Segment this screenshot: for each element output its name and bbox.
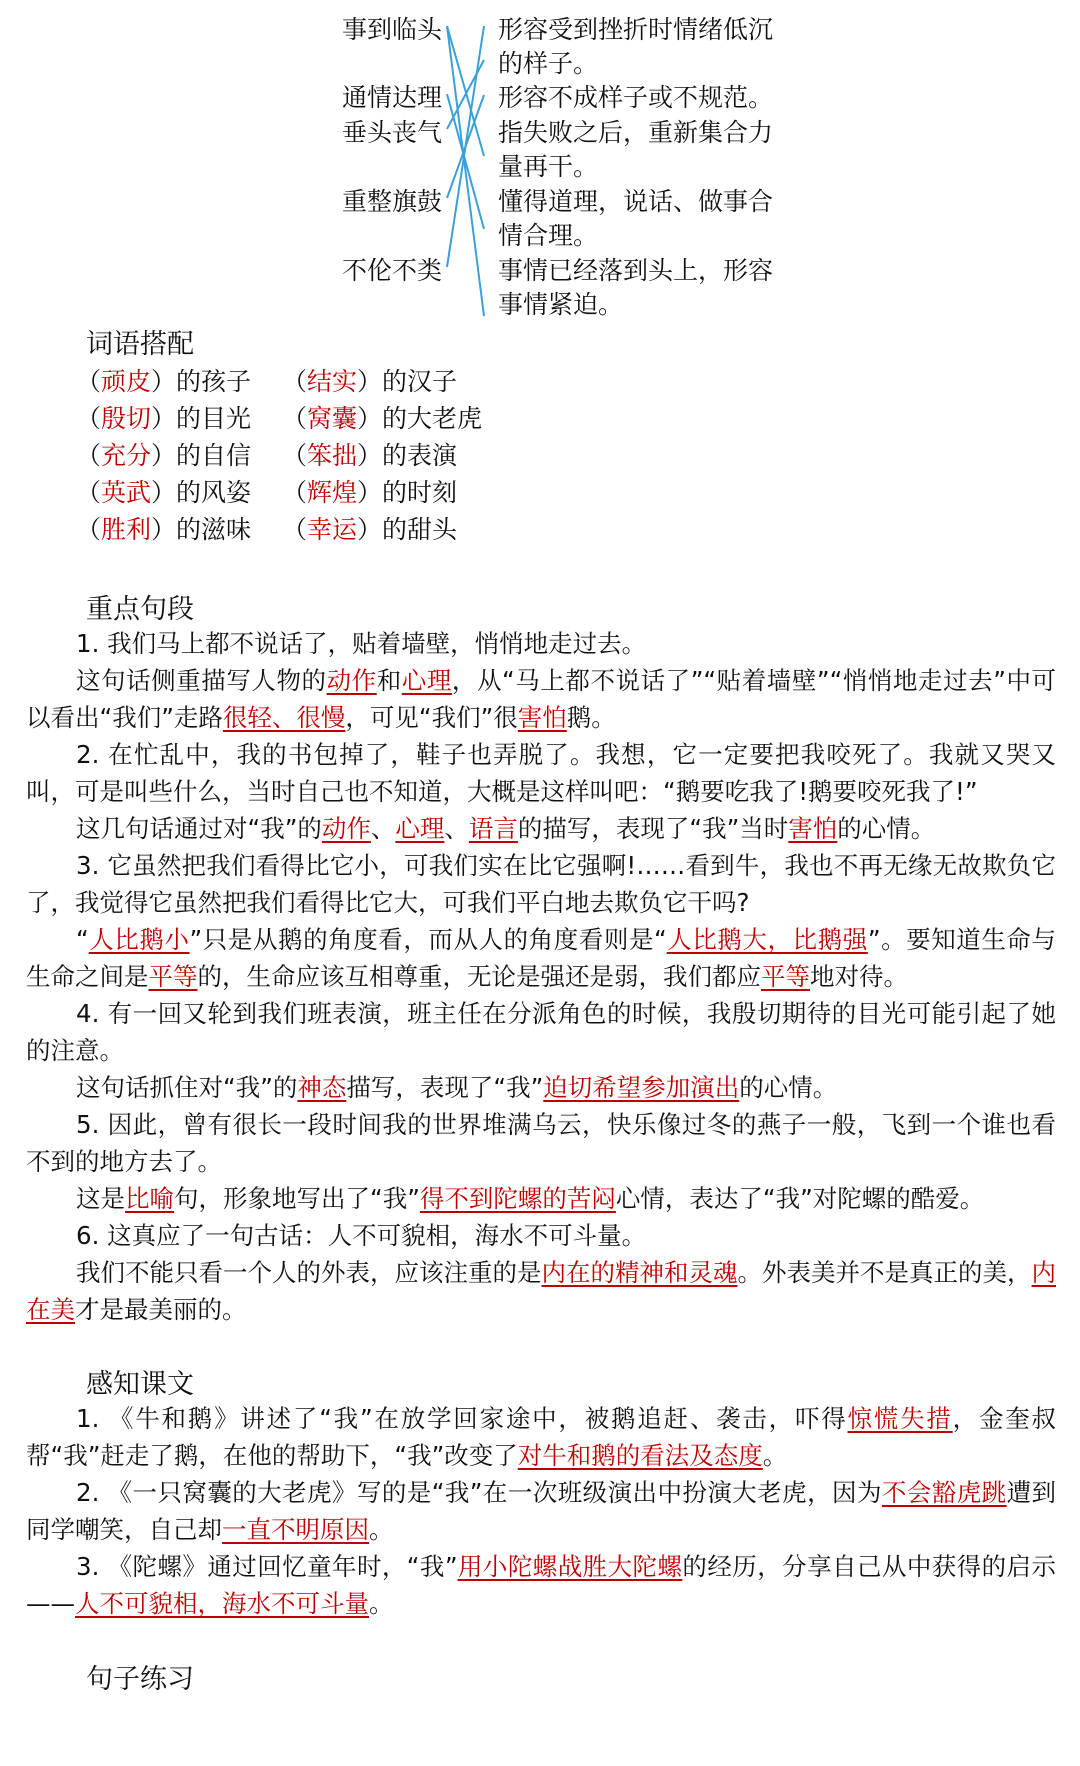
paragraph bbox=[26, 1180, 1056, 1217]
answer-highlight: 人不可貌相，海水不可斗量 bbox=[75, 1589, 369, 1618]
paragraph-text: 这是 bbox=[76, 1184, 125, 1213]
paragraph-text: 1. 《牛和鹅》讲述了“我”在放学回家途中，被鹅追赶、袭击，吓得 bbox=[76, 1404, 848, 1433]
answer-highlight: 动作 bbox=[326, 666, 377, 695]
paren: ） bbox=[357, 441, 383, 470]
paragraph-text: 才是最美丽的。 bbox=[75, 1295, 247, 1324]
paren: （ bbox=[76, 367, 102, 396]
match-definition: 情合理。 bbox=[498, 221, 599, 250]
section-heading-key-sentences: 重点句段 bbox=[86, 594, 194, 625]
collocation-word: 英武 bbox=[101, 478, 152, 507]
paragraph-text: 心情，表达了“我”对陀螺的酷爱。 bbox=[615, 1184, 985, 1213]
answer-highlight: 平等 bbox=[148, 962, 198, 991]
collocation-phrase: 的汉子 bbox=[382, 367, 458, 396]
answer-highlight: 内在美 bbox=[26, 1258, 1056, 1324]
paragraph-text: 、 bbox=[370, 814, 396, 843]
paragraph bbox=[26, 1217, 1056, 1254]
collocation-word: 笨拙 bbox=[307, 441, 358, 470]
answer-highlight: 语言 bbox=[468, 814, 518, 843]
paren: ） bbox=[357, 367, 383, 396]
paragraph-text: 2. 《一只窝囊的大老虎》写的是“我”在一次班级演出中扮演大老虎，因为 bbox=[76, 1478, 882, 1507]
collocation-item bbox=[76, 510, 251, 546]
collocation-item bbox=[76, 473, 251, 509]
paragraph-text: 1. 我们马上都不说话了，贴着墙壁，悄悄地走过去。 bbox=[76, 629, 647, 658]
paragraph-text: ”只是从鹅的角度看，而从人的角度看则是“ bbox=[189, 925, 667, 954]
paragraph-text: 4. 有一回又轮到我们班表演，班主任在分派角色的时候，我殷切期待的目光可能引起了她的注意。 bbox=[26, 999, 1056, 1065]
paragraph-text: 我们不能只看一个人的外表，应该注重的是 bbox=[76, 1258, 542, 1287]
paragraph bbox=[26, 1106, 1056, 1180]
paren: ） bbox=[151, 441, 177, 470]
match-definition: 事情已经落到头上，形容 bbox=[498, 256, 774, 285]
paragraph-text: 的心情。 bbox=[837, 814, 936, 843]
paragraph bbox=[26, 1254, 1056, 1328]
answer-highlight: 迫切希望参加演出 bbox=[543, 1073, 740, 1102]
match-term: 通情达理 bbox=[342, 83, 443, 112]
collocation-phrase: 的表演 bbox=[382, 441, 458, 470]
answer-highlight: 对牛和鹅的看法及态度 bbox=[517, 1441, 763, 1470]
paragraph-text: 5. 因此，曾有很长一段时间我的世界堆满乌云，快乐像过冬的燕子一般，飞到一个谁也看不到的地方去了。 bbox=[26, 1110, 1056, 1176]
paren: （ bbox=[282, 404, 308, 433]
paragraph-text: 6. 这真应了一句古话：人不可貌相，海水不可斗量。 bbox=[76, 1221, 647, 1250]
collocation-item bbox=[282, 362, 457, 398]
answer-highlight: 心理 bbox=[395, 814, 445, 843]
paragraph-text: 鹅。 bbox=[566, 703, 616, 732]
paragraph-text: 地对待。 bbox=[810, 962, 908, 991]
paragraph-text: 。 bbox=[369, 1589, 394, 1618]
answer-highlight: 不会豁虎跳 bbox=[881, 1478, 1007, 1507]
paragraph-text: 这几句话通过对“我”的 bbox=[76, 814, 322, 843]
answer-highlight: 神态 bbox=[297, 1073, 347, 1102]
collocation-item bbox=[76, 362, 251, 398]
paragraph bbox=[26, 1548, 1056, 1622]
paragraph bbox=[26, 736, 1056, 810]
key-sentences-body bbox=[26, 625, 1056, 1328]
collocation-phrase: 的自信 bbox=[176, 441, 252, 470]
paragraph-text: 。 bbox=[762, 1441, 788, 1470]
paragraph-text: 描写，表现了“我” bbox=[346, 1073, 544, 1102]
paragraph-text: 。外表美并不是真正的美， bbox=[737, 1258, 1032, 1287]
paren: ） bbox=[357, 478, 383, 507]
collocation-word: 殷切 bbox=[101, 404, 152, 433]
match-definition: 的样子。 bbox=[498, 49, 599, 78]
paragraph bbox=[26, 1474, 1056, 1548]
answer-highlight: 比喻 bbox=[125, 1184, 174, 1213]
paragraph bbox=[26, 921, 1056, 995]
match-term: 重整旗鼓 bbox=[342, 187, 443, 216]
collocation-item bbox=[76, 436, 251, 472]
collocation-item bbox=[76, 399, 251, 435]
paragraph bbox=[26, 995, 1056, 1069]
answer-highlight: 用小陀螺战胜大陀螺 bbox=[457, 1552, 683, 1581]
collocation-word: 辉煌 bbox=[307, 478, 358, 507]
collocation-word: 结实 bbox=[307, 367, 358, 396]
paragraph-text: 的描写，表现了“我”当时 bbox=[517, 814, 789, 843]
perception-body bbox=[26, 1400, 1056, 1622]
collocation-phrase: 的甜头 bbox=[382, 515, 458, 544]
paragraph bbox=[26, 625, 1056, 662]
answer-highlight: 动作 bbox=[321, 814, 371, 843]
collocation-word: 胜利 bbox=[101, 515, 152, 544]
answer-highlight: 害怕 bbox=[788, 814, 838, 843]
collocation-phrase: 的时刻 bbox=[382, 478, 458, 507]
paragraph bbox=[26, 1400, 1056, 1474]
paren: （ bbox=[76, 478, 102, 507]
paragraph bbox=[26, 810, 1056, 847]
match-term: 垂头丧气 bbox=[342, 118, 443, 147]
paren: （ bbox=[76, 441, 102, 470]
paren: （ bbox=[282, 367, 308, 396]
collocation-phrase: 的孩子 bbox=[176, 367, 252, 396]
answer-highlight: 内在的精神和灵魂 bbox=[541, 1258, 738, 1287]
collocation-phrase: 的滋味 bbox=[176, 515, 252, 544]
collocation-word: 幸运 bbox=[307, 515, 358, 544]
answer-highlight: 平等 bbox=[761, 962, 810, 991]
paren: （ bbox=[282, 515, 308, 544]
paren: （ bbox=[76, 404, 102, 433]
answer-highlight: 心理 bbox=[401, 666, 452, 695]
collocation-item bbox=[282, 510, 457, 546]
match-definition: 懂得道理，说话、做事合 bbox=[498, 187, 774, 216]
answer-highlight: 一直不明原因 bbox=[222, 1515, 369, 1544]
paragraph-text: 这句话侧重描写人物的 bbox=[76, 666, 327, 695]
section-heading-sentence-practice: 句子练习 bbox=[86, 1664, 194, 1695]
match-definition: 事情紧迫。 bbox=[498, 290, 624, 319]
paragraph-text: “ bbox=[76, 925, 89, 954]
paren: ） bbox=[151, 515, 177, 544]
collocation-item bbox=[282, 399, 482, 435]
paragraph-text: 3. 《陀螺》通过回忆童年时，“我” bbox=[76, 1552, 458, 1581]
collocation-phrase: 的目光 bbox=[176, 404, 252, 433]
paragraph bbox=[26, 1069, 1056, 1106]
paragraph-text: 2. 在忙乱中，我的书包掉了，鞋子也弄脱了。我想，它一定要把我咬死了。我就又哭又叫，可是叫些什么，当时自己也不知道，大概是这样叫吧：“鹅要吃我了!鹅要咬死我了!” bbox=[26, 740, 1056, 806]
paragraph-text: ，可见“我们”很 bbox=[345, 703, 518, 732]
paragraph-text: 和 bbox=[376, 666, 402, 695]
answer-highlight: 人比鹅大，比鹅强 bbox=[666, 925, 868, 954]
section-heading-collocation: 词语搭配 bbox=[86, 329, 194, 360]
paren: （ bbox=[76, 515, 102, 544]
match-line bbox=[447, 26, 484, 156]
match-definition: 量再干。 bbox=[498, 152, 599, 181]
paren: ） bbox=[151, 478, 177, 507]
paragraph-text: 的经历，分享自己从中获得的启示—— bbox=[26, 1552, 1056, 1618]
paragraph bbox=[26, 847, 1056, 921]
paragraph-text: 3. 它虽然把我们看得比它小，可我们实在比它强啊!……看到牛，我也不再无缘无故欺负它了，我觉得它虽然把我们看得比它大，可我们平白地去欺负它干吗? bbox=[26, 851, 1056, 917]
paragraph-text: 这句话抓住对“我”的 bbox=[76, 1073, 298, 1102]
match-definition: 指失败之后，重新集合力 bbox=[498, 118, 774, 147]
section-heading-perception: 感知课文 bbox=[86, 1369, 194, 1400]
collocation-word: 窝囊 bbox=[307, 404, 358, 433]
match-definition: 形容受到挫折时情绪低沉 bbox=[498, 15, 774, 44]
answer-highlight: 人比鹅小 bbox=[88, 925, 190, 954]
collocation-phrase: 的大老虎 bbox=[382, 404, 483, 433]
collocation-item bbox=[282, 436, 457, 472]
collocation-item bbox=[282, 473, 457, 509]
paragraph-text: 、 bbox=[444, 814, 469, 843]
paragraph-text: ，从“马上都不说话了”“贴着墙壁”“悄悄地走过去”中可以看出“我们”走路 bbox=[26, 666, 1057, 732]
match-line bbox=[447, 94, 484, 229]
paren: ） bbox=[357, 515, 383, 544]
collocation-word: 充分 bbox=[101, 441, 152, 470]
paragraph bbox=[26, 662, 1056, 736]
paragraph-text: 遭到同学嘲笑，自己却 bbox=[26, 1478, 1057, 1544]
paragraph-text: ”。要知道生命与生命之间是 bbox=[26, 925, 1056, 991]
collocation-phrase: 的风姿 bbox=[176, 478, 252, 507]
paren: ） bbox=[151, 367, 177, 396]
collocation-word: 顽皮 bbox=[101, 367, 152, 396]
match-definition: 形容不成样子或不规范。 bbox=[498, 83, 774, 112]
paragraph-text: ，金奎叔帮“我”赶走了鹅，在他的帮助下，“我”改变了 bbox=[26, 1404, 1057, 1470]
answer-highlight: 很轻、很慢 bbox=[222, 703, 346, 732]
paragraph-text: 。 bbox=[369, 1515, 394, 1544]
paragraph-text: 的心情。 bbox=[739, 1073, 838, 1102]
match-term: 不伦不类 bbox=[342, 256, 443, 285]
paren: ） bbox=[151, 404, 177, 433]
paren: （ bbox=[282, 441, 308, 470]
match-term: 事到临头 bbox=[342, 15, 443, 44]
paragraph-text: 句，形象地写出了“我” bbox=[174, 1184, 420, 1213]
paren: （ bbox=[282, 478, 308, 507]
answer-highlight: 得不到陀螺的苦闷 bbox=[419, 1184, 616, 1213]
paren: ） bbox=[357, 404, 383, 433]
paragraph-text: 的，生命应该互相尊重，无论是强还是弱，我们都应 bbox=[197, 962, 761, 991]
answer-highlight: 害怕 bbox=[517, 703, 567, 732]
answer-highlight: 惊慌失措 bbox=[847, 1404, 953, 1433]
